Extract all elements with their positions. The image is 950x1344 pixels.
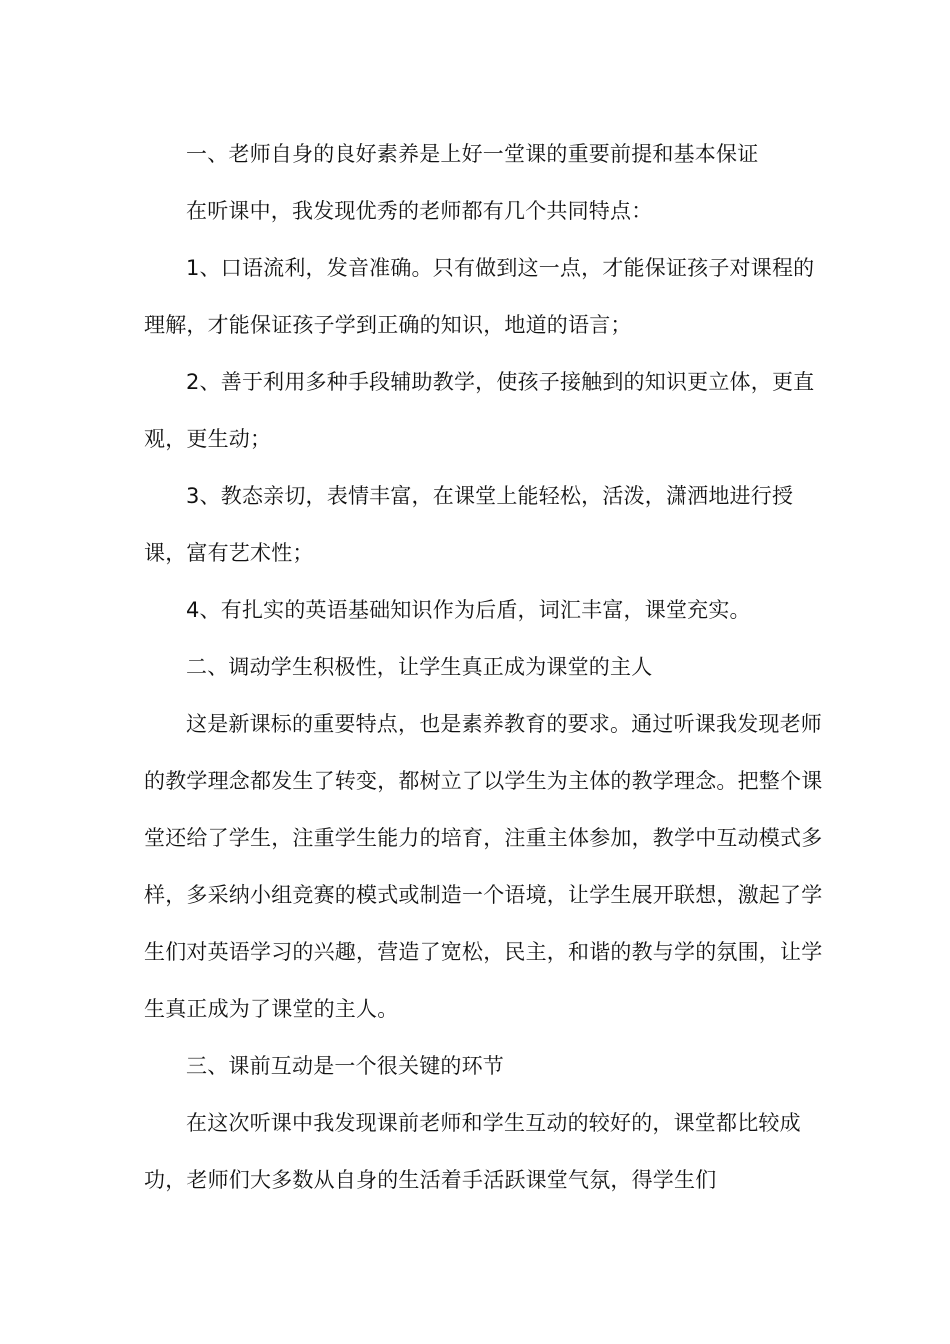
paragraph-section-2: 这是新课标的重要特点，也是素养教育的要求。通过听课我发现老师的教学理念都发生了转变，都树立了以学生为主体的教学理念。把整个课堂还给了学生，注重学生能力的培育，注重主体参加，教学中互动模式多样，多采纳小组竞赛的模式或制造一个语境，让学生展开联想，激起了学生们对英语学习的兴趣，营造了宽松，民主，和谐的教与学的氛围，让学生真正成为了课堂的主人。 [144, 712, 823, 1021]
section-heading-3: 三、课前互动是一个很关键的环节 [186, 1054, 504, 1078]
document-body [144, 126, 824, 1209]
paragraph-intro: 在听课中，我发现优秀的老师都有几个共同特点： [186, 199, 653, 223]
section-heading-2: 二、调动学生积极性，让学生真正成为课堂的主人 [186, 655, 653, 679]
list-item-1: 1、口语流利，发音准确。只有做到这一点，才能保证孩子对课程的理解，才能保证孩子学到正确的知识，地道的语言； [144, 256, 815, 337]
list-item-4: 4、有扎实的英语基础知识作为后盾，词汇丰富，课堂充实。 [186, 598, 751, 622]
section-heading-1: 一、老师自身的良好素养是上好一堂课的重要前提和基本保证 [186, 142, 759, 166]
paragraph-section-3: 在这次听课中我发现课前老师和学生互动的较好的，课堂都比较成功，老师们大多数从自身的生活着手活跃课堂气氛，得学生们 [144, 1111, 801, 1192]
list-item-2: 2、善于利用多种手段辅助教学，使孩子接触到的知识更立体，更直观，更生动； [144, 370, 815, 451]
list-item-3: 3、教态亲切，表情丰富，在课堂上能轻松，活泼，潇洒地进行授课，富有艺术性； [144, 484, 794, 565]
